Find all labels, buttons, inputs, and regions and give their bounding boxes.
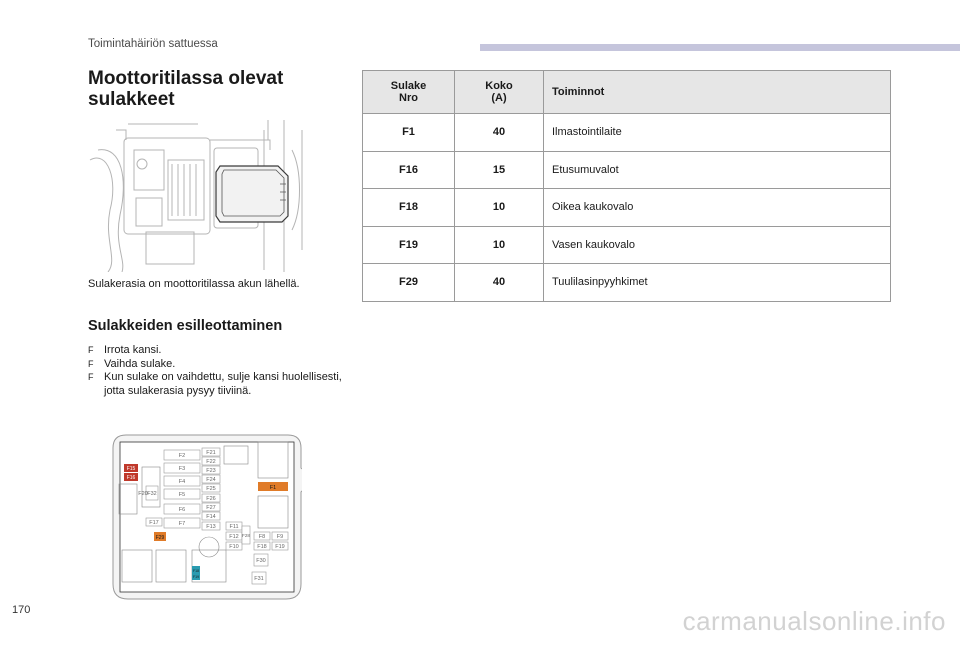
table-row <box>363 114 891 152</box>
section-title: Toimintahäiriön sattuessa <box>88 38 218 50</box>
fuse-label: F28 <box>242 533 250 538</box>
fuse-size: 40 <box>455 114 544 152</box>
fuse-function: Ilmastointilaite <box>544 114 891 152</box>
fuse-label: F6 <box>178 507 186 513</box>
bullet-icon: F <box>88 372 94 382</box>
fuse-label: F5 <box>178 492 186 498</box>
bullet-icon: F <box>88 358 94 369</box>
fuse-label: F2 <box>178 453 186 459</box>
bullet-icon: F <box>88 345 94 355</box>
column-header-functions: Toiminnot <box>544 71 891 114</box>
svg-text:F29: F29 <box>155 535 165 541</box>
list-item: F Vaihda sulake. <box>88 357 176 370</box>
removal-heading: Sulakkeiden esilleottaminen <box>88 318 283 334</box>
fuse-f1-highlight <box>258 482 288 491</box>
engine-compartment-illustration <box>88 120 316 272</box>
fuse-label: F8 <box>258 534 266 540</box>
fuse-label: F18 <box>257 544 267 550</box>
fuse-f18-f19-highlight <box>192 566 200 580</box>
fuse-label: F32 <box>147 491 157 497</box>
fuse-f29-highlight <box>154 532 166 541</box>
fuse-label: F26 <box>206 496 216 502</box>
fuse-table <box>362 70 891 302</box>
column-header-size: Koko (A) <box>455 71 544 114</box>
fuse-number: F19 <box>363 226 455 264</box>
fusebox-diagram <box>112 434 302 600</box>
list-item: F Irrota kansi. <box>88 344 162 356</box>
table-row <box>363 264 891 302</box>
fuse-label: F4 <box>178 479 186 485</box>
fuse-label: F22 <box>206 459 216 465</box>
fuse-number: F18 <box>363 189 455 227</box>
fuse-function: Tuulilasinpyyhkimet <box>544 264 891 302</box>
svg-text:F16: F16 <box>126 475 136 481</box>
fuse-function: Oikea kaukovalo <box>544 189 891 227</box>
fuse-label: F24 <box>206 477 216 483</box>
fuse-label: F11 <box>229 524 239 530</box>
fuse-f15-highlight <box>124 464 138 472</box>
watermark: carmanualsonline.info <box>682 606 946 636</box>
fuse-label: F31 <box>254 576 264 582</box>
fuse-label: F10 <box>229 544 239 550</box>
table-row <box>363 151 891 189</box>
svg-text:F19: F19 <box>192 575 200 579</box>
fuse-size: 10 <box>455 226 544 264</box>
fuse-label: F12 <box>229 534 239 540</box>
fuse-function: Vasen kaukovalo <box>544 226 891 264</box>
fuse-label: F3 <box>178 466 186 472</box>
fuse-label: F13 <box>206 524 216 530</box>
svg-text:F1: F1 <box>269 485 277 491</box>
page-number: 170 <box>12 604 31 616</box>
table-header-row <box>363 71 891 114</box>
fuse-label: F9 <box>276 534 284 540</box>
fuse-number: F16 <box>363 151 455 189</box>
header-accent-bar <box>480 44 960 51</box>
fuse-size: 40 <box>455 264 544 302</box>
fuse-label: F20 <box>138 491 148 497</box>
fuse-label: F23 <box>206 468 216 474</box>
fuse-size: 10 <box>455 189 544 227</box>
fuse-number: F29 <box>363 264 455 302</box>
svg-text:F15: F15 <box>126 466 136 472</box>
fuse-label: F25 <box>206 486 216 492</box>
page-title: Moottoritilassa olevat sulakkeet <box>88 68 284 110</box>
table-row <box>363 226 891 264</box>
fuse-label: F27 <box>206 505 216 511</box>
fuse-label: F19 <box>275 544 285 550</box>
fuse-label: F14 <box>206 514 216 520</box>
removal-steps <box>88 344 358 398</box>
list-item: F Kun sulake on vaihdettu, sulje kansi huolellisesti, jotta sulakerasia pysyy tiiviinä. <box>88 371 342 397</box>
fuse-label: F17 <box>149 520 159 526</box>
svg-text:F18: F18 <box>192 569 200 573</box>
fuse-function: Etusumuvalot <box>544 151 891 189</box>
table-row <box>363 189 891 227</box>
fuse-size: 15 <box>455 151 544 189</box>
fuse-label: F21 <box>206 450 216 456</box>
fuse-label: F30 <box>256 558 266 564</box>
fusebox-location-caption: Sulakerasia on moottoritilassa akun lähellä. <box>88 278 300 290</box>
fuse-f16-highlight <box>124 473 138 481</box>
fuse-number: F1 <box>363 114 455 152</box>
fuse-label: F7 <box>178 521 186 527</box>
column-header-fuse: Sulake Nro <box>363 71 455 114</box>
